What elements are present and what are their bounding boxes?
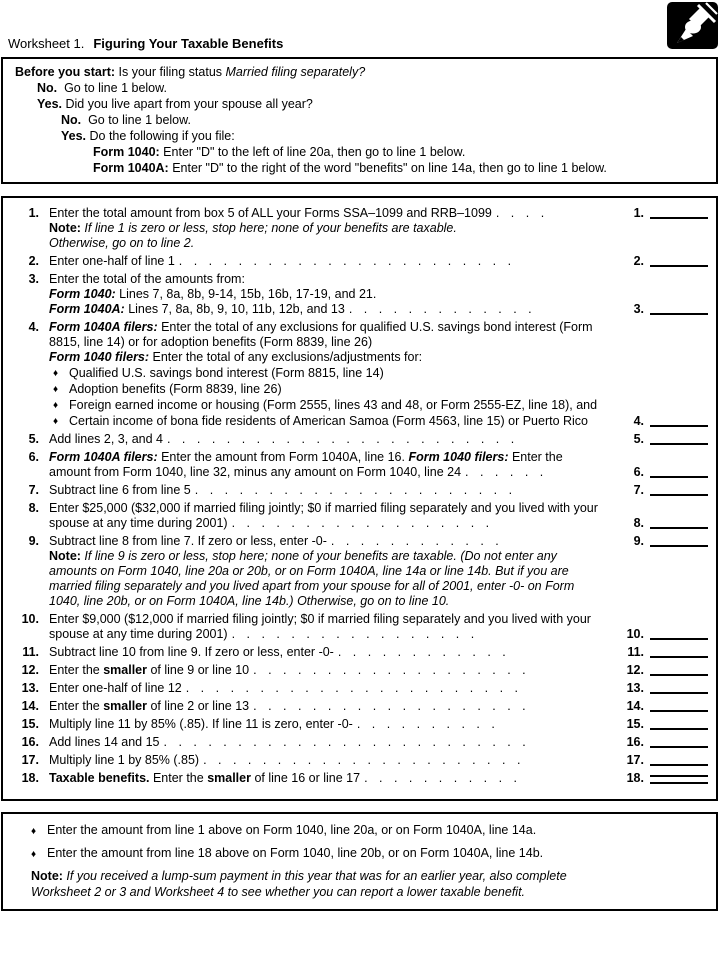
row-number: 8. [28,501,39,515]
row-body [49,771,708,786]
text-segment: Enter one-half of line 12 [49,681,182,695]
row-paragraph [49,681,708,696]
dot-leader: . . . . . . . . . . . . [330,534,503,548]
text-segment: Is your filing status [115,65,226,79]
row-paragraph [49,320,708,350]
row-paragraph [49,221,708,236]
row-number: 9. [28,534,39,548]
text-segment: Yes. [61,129,87,143]
text-segment: Enter the total of any exclusions for qualified U.S. savings bond interest (Form 8815, line 14) or for adoption benefits (Form 8839, line 26) [49,320,593,349]
worksheet-row [13,735,708,750]
before-you-start-line [15,96,708,112]
footer-bullet-item [31,822,603,840]
worksheet-row [13,272,708,317]
worksheet-row [13,534,708,609]
text-segment: Enter $25,000 ($32,000 if married filing jointly; $0 if married filing separately and you lived with your spouse at any time during 2001) [49,501,598,530]
text-segment: Married filing separately? [225,65,366,79]
text-segment: Note: [49,221,81,235]
dot-leader: . . . . . . . . . . . . . [348,302,536,316]
answer-number: 8. [633,516,644,530]
worksheet-row [13,717,708,732]
paragraph-text [49,287,604,302]
row-body [49,645,708,660]
footer-box [1,812,718,911]
row-paragraph [49,302,708,317]
paragraph-text [69,414,604,429]
row-body [49,717,708,732]
row-body [49,272,708,317]
text-segment: No. [61,113,82,127]
dot-leader: . . . . . . . . . . . . . . . . . . . [253,663,530,677]
answer-number: 16. [626,735,644,749]
row-body [49,206,708,251]
answer-cell [604,737,708,750]
paragraph-text [49,320,604,350]
row-paragraph [49,534,708,549]
row-number: 12. [21,663,39,677]
row-paragraph [49,254,708,269]
worksheet-row [13,663,708,678]
answer-number: 11. [627,645,644,659]
bullet-icon: ♦ [53,400,59,411]
paragraph-text [49,432,604,447]
dot-leader: . . . . . . . . . . . . . . . . . . . . . . [203,753,525,767]
answer-line[interactable] [650,421,708,427]
answer-cell [604,629,708,642]
row-body [49,612,708,642]
paragraph-text [49,483,604,498]
text-segment: Subtract line 6 from line 5 [49,483,191,497]
row-paragraph [49,206,708,221]
row-body [49,681,708,696]
row-paragraph [49,549,708,609]
dot-leader: . . . . [495,206,549,220]
answer-line[interactable] [650,724,708,730]
text-segment: Enter the [49,699,104,713]
dot-leader: . . . . . . . . . . . . [337,645,510,659]
text-segment: of line 9 or line 10 [146,663,250,677]
paragraph-text [49,221,604,236]
paragraph-text [49,206,604,221]
answer-cell [604,518,708,531]
bullet-icon: ♦ [31,849,37,860]
paragraph-text [49,735,604,750]
paragraph-text [49,302,604,317]
text-segment: No. [37,81,58,95]
row-number: 4. [28,320,39,334]
answer-number: 10. [626,627,644,641]
paragraph-text [69,366,604,381]
dot-leader: . . . . . . . . . . . . . . . . . . [231,516,494,530]
text-segment: Form 1040 filers: [408,450,509,464]
row-paragraph [49,397,708,413]
answer-cell [604,416,708,429]
dot-leader: . . . . . . . . . . . . . . . . . . . . . . [194,483,517,497]
paragraph-text [49,681,604,696]
text-segment: Enter the [49,663,104,677]
worksheet-row [13,681,708,696]
row-paragraph [49,287,708,302]
text-segment: Lines 7, 8a, 8b, 9, 10, 11b, 12b, and 13 [124,302,345,316]
bullet-icon: ♦ [53,368,59,379]
row-paragraph [49,735,708,750]
text-segment: Go to line 1 below. [57,81,167,95]
dot-leader: . . . . . . . . . . . . . . . . . . . . . . . . . [163,735,530,749]
footer-bullet-text [47,845,543,863]
answer-line[interactable] [650,472,708,478]
worksheet-row [13,645,708,660]
bullet-icon: ♦ [53,416,59,427]
row-paragraph [49,450,708,480]
worksheet-row [13,483,708,498]
row-paragraph [49,432,708,447]
answer-number: 17. [626,753,644,767]
dot-leader: . . . . . . . . . . . . . . . . . . . [253,699,530,713]
answer-number: 18. [626,771,644,785]
answer-cell [604,647,708,660]
answer-line[interactable] [650,634,708,640]
row-paragraph [49,501,708,531]
row-paragraph [49,753,708,768]
row-body [49,501,708,531]
row-body [49,735,708,750]
worksheet-row [13,432,708,447]
row-paragraph [49,645,708,660]
dot-leader: . . . . . . . . . . [356,717,499,731]
paragraph-text [49,549,604,609]
row-paragraph [49,717,708,732]
paragraph-text [49,236,604,251]
row-paragraph [49,381,708,397]
worksheet-row [13,450,708,480]
text-segment: Did you live apart from your spouse all year? [62,97,313,111]
answer-cell [604,719,708,732]
worksheet-lines-box [1,196,718,801]
paragraph-text [49,645,604,660]
answer-line[interactable] [650,261,708,267]
answer-line[interactable] [650,309,708,315]
row-number: 11. [22,645,39,659]
answer-number: 15. [626,717,644,731]
text-segment: Enter the amount from line 1 above on Form 1040, line 20a, or on Form 1040A, line 14a. [47,823,537,837]
before-you-start-line [15,112,708,128]
row-body [49,450,708,480]
before-you-start-line [15,144,708,160]
row-paragraph [49,413,708,429]
answer-cell [604,208,708,221]
dot-leader: . . . . . . . . . . . . . . . . . . . . . . . . [166,432,519,446]
answer-number: 14. [626,699,644,713]
answer-cell [604,434,708,447]
answer-cell [604,773,708,786]
text-segment: of line 16 or line 17 [250,771,361,785]
answer-cell [604,536,708,549]
paragraph-text [69,398,604,413]
dot-leader: . . . . . . [465,465,548,479]
worksheet-row [13,320,708,429]
paragraph-text [49,771,604,786]
answer-number: 7. [633,483,644,497]
bullet-icon: ♦ [53,384,59,395]
row-number: 7. [28,483,39,497]
answer-number: 5. [633,432,644,446]
row-paragraph [49,350,708,365]
answer-number: 12. [626,663,644,677]
dot-leader: . . . . . . . . . . . . . . . . . . . . . . . [178,254,516,268]
worksheet-title: Figuring Your Taxable Benefits [93,36,284,51]
row-number: 16. [21,735,39,749]
answer-line[interactable] [650,541,708,547]
answer-line[interactable] [650,652,708,658]
before-you-start-line [15,64,708,80]
text-segment: Subtract line 10 from line 9. If zero or less, enter -0- [49,645,334,659]
row-body [49,432,708,447]
paragraph-text [49,663,604,678]
text-segment: Foreign earned income or housing (Form 2555, lines 43 and 48, or Form 2555-EZ, line 18), and [69,398,598,412]
row-paragraph [49,699,708,714]
worksheet-number: Worksheet 1. [8,36,85,51]
paragraph-text [49,501,604,531]
row-number: 18. [21,771,39,785]
answer-line[interactable] [650,213,708,219]
text-segment: If line 9 is zero or less, stop here; none of your benefits are taxable. (Do not enter any amounts on Form 1040, line 20a or 20b, or on Form 1040A, line 14a or line 14b. But if you are married filing separately and you lived apart from your spouse for all of 2001, enter -0- on Form 1040, line 20b, or on Form 1040A, line 14b.) Otherwise, go on to line 10. [49,549,575,608]
text-segment: Form 1040 filers: [49,350,150,364]
text-segment: Enter one-half of line 1 [49,254,175,268]
answer-number: 4. [633,414,644,428]
row-number: 10. [21,612,39,626]
answer-cell [604,665,708,678]
row-number: 2. [28,254,39,268]
row-number: 15. [21,717,39,731]
worksheet-row [13,206,708,251]
answer-line[interactable] [650,775,708,784]
row-body [49,753,708,768]
footer-note [31,868,591,900]
footer-bullet-item [31,845,603,863]
answer-line[interactable] [650,706,708,712]
paragraph-text [49,272,604,287]
answer-cell [604,256,708,269]
text-segment: Lines 7, 8a, 8b, 9-14, 15b, 16b, 17-19, and 21. [115,287,377,301]
footer-bullet-text [47,822,536,840]
text-segment: Enter $9,000 ($12,000 if married filing jointly; $0 if married filing separately and you lived with your spouse at any time during 2001) [49,612,591,641]
answer-cell [604,467,708,480]
answer-line[interactable] [650,760,708,766]
answer-line[interactable] [650,523,708,529]
answer-number: 2. [633,254,644,268]
bullet-icon: ♦ [31,826,37,837]
text-segment: Yes. [37,97,63,111]
row-body [49,320,708,429]
before-you-start-line [15,160,708,176]
text-segment: Enter the amount from Form 1040, line 32, minus any amount on Form 1040, line 24 [49,450,563,479]
text-segment: Subtract line 8 from line 7. If zero or less, enter -0- [49,534,327,548]
worksheet-row [13,699,708,714]
answer-line[interactable] [650,688,708,694]
paragraph-text [49,350,604,365]
worksheet-row [13,753,708,768]
text-segment: Note: [31,869,63,883]
paragraph-text [49,254,604,269]
row-number: 5. [28,432,39,446]
text-segment: smaller [207,771,251,785]
text-segment: If you received a lump-sum payment in this year that was for an earlier year, also complete Worksheet 2 or 3 and Worksheet 4 to see whether you can report a lower taxable benefit. [31,869,567,899]
text-segment: Adoption benefits (Form 8839, line 26) [69,382,282,396]
text-segment: Form 1040A filers: [49,320,158,334]
text-segment: Enter the total amount from box 5 of ALL your Forms SSA–1099 and RRB–1099 [49,206,492,220]
row-number: 1. [28,206,39,220]
text-segment: Enter the [149,771,208,785]
row-number: 6. [28,450,39,464]
before-you-start-box [1,57,718,184]
text-segment: Enter the amount from Form 1040A, line 16. [157,450,409,464]
worksheet-row [13,612,708,642]
text-segment: Enter the amount from line 18 above on Form 1040, line 20b, or on Form 1040A, line 14b. [47,846,544,860]
paragraph-text [49,450,604,480]
paragraph-text [49,717,604,732]
row-body [49,254,708,269]
text-segment: Multiply line 1 by 85% (.85) [49,753,200,767]
answer-cell [604,683,708,696]
row-number: 17. [21,753,39,767]
text-segment: Form 1040A: [49,302,125,316]
text-segment: Qualified U.S. savings bond interest (Form 8815, line 14) [69,366,384,380]
answer-line[interactable] [650,439,708,445]
row-paragraph [49,612,708,642]
row-paragraph [49,771,708,786]
answer-cell [604,755,708,768]
paragraph-text [49,753,604,768]
text-segment: Go to line 1 below. [81,113,191,127]
row-number: 13. [21,681,39,695]
paragraph-text [49,612,604,642]
text-segment: Enter the total of any exclusions/adjustments for: [149,350,423,364]
pencil-icon [667,2,718,50]
text-segment: Before you start: [15,65,116,79]
answer-number: 6. [633,465,644,479]
paragraph-text [49,699,604,714]
text-segment: Otherwise, go on to line 2. [49,236,195,250]
before-you-start-line [15,128,708,144]
row-paragraph [49,483,708,498]
text-segment: Do the following if you file: [86,129,235,143]
worksheet-row [13,501,708,531]
text-segment: Note: [49,549,81,563]
text-segment: Form 1040A: [93,161,169,175]
text-segment: Taxable benefits. [49,771,150,785]
answer-number: 3. [633,302,644,316]
worksheet-row [13,254,708,269]
text-segment: Enter "D" to the left of line 20a, then go to line 1 below. [159,145,466,159]
dot-leader: . . . . . . . . . . . . . . . . . . . . . . . [185,681,523,695]
row-body [49,534,708,609]
dot-leader: . . . . . . . . . . . [364,771,522,785]
answer-cell [604,485,708,498]
answer-cell [604,304,708,317]
text-segment: smaller [103,663,147,677]
answer-line[interactable] [650,490,708,496]
text-segment: Add lines 14 and 15 [49,735,160,749]
text-segment: Add lines 2, 3, and 4 [49,432,163,446]
text-segment: Multiply line 11 by 85% (.85). If line 11 is zero, enter -0- [49,717,353,731]
text-segment: Form 1040: [93,145,160,159]
paragraph-text [49,534,604,549]
answer-number: 13. [626,681,644,695]
text-segment: Enter the total of the amounts from: [49,272,245,286]
page-title [8,36,659,52]
text-segment: of line 2 or line 13 [146,699,250,713]
row-number: 14. [21,699,39,713]
dot-leader: . . . . . . . . . . . . . . . . . [231,627,479,641]
paragraph-text [69,382,604,397]
answer-line[interactable] [650,670,708,676]
row-body [49,699,708,714]
text-segment: Form 1040A filers: [49,450,158,464]
row-paragraph [49,272,708,287]
answer-number: 9. [633,534,644,548]
text-segment: Enter "D" to the right of the word "benefits" on line 14a, then go to line 1 below. [168,161,607,175]
row-body [49,483,708,498]
answer-line[interactable] [650,742,708,748]
before-you-start-line [15,80,708,96]
answer-cell [604,701,708,714]
text-segment: Certain income of bona fide residents of American Samoa (Form 4563, line 15) or Puerto Rico [69,414,589,428]
row-body [49,663,708,678]
worksheet-row [13,771,708,786]
answer-number: 1. [633,206,644,220]
row-paragraph [49,663,708,678]
row-paragraph [49,236,708,251]
text-segment: smaller [103,699,147,713]
text-segment: Form 1040: [49,287,116,301]
row-number: 3. [28,272,39,286]
row-paragraph [49,365,708,381]
text-segment: If line 1 is zero or less, stop here; none of your benefits are taxable. [80,221,457,235]
